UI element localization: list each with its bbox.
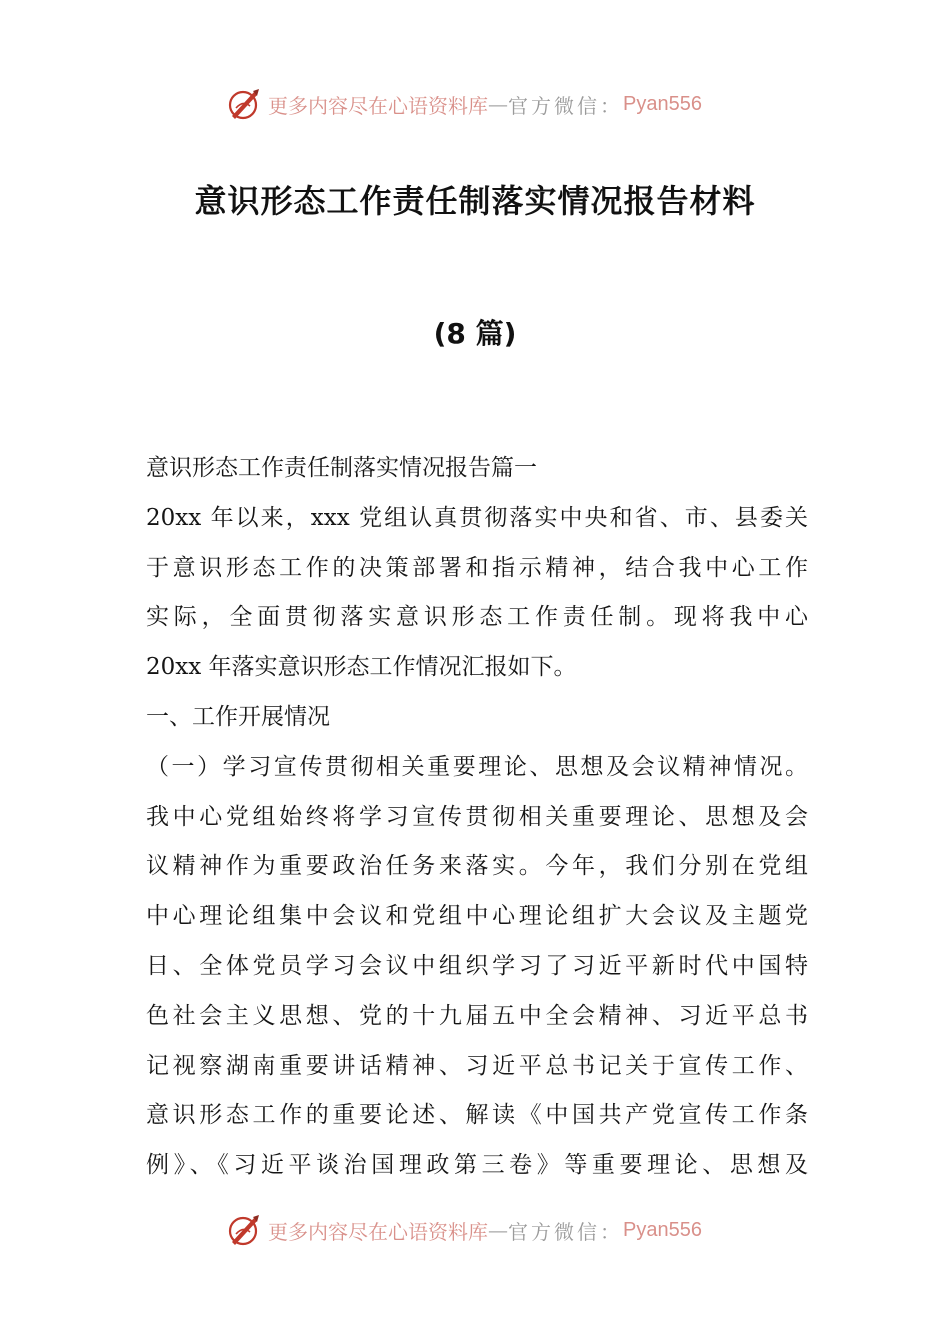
watermark-wechat-id: Pyan556 [623,92,702,115]
watermark-banner-bottom [226,1210,702,1250]
paragraph-line: （一）学习宣传贯彻相关重要理论、思想及会议精神情况。 [146,753,808,780]
document-subtitle: (8 篇) [433,317,517,350]
document-body [146,450,808,1197]
watermark-separator: — [488,1218,508,1242]
watermark-wechat-label: 官方微信： [508,1219,623,1244]
paragraph-line: 实际，全面贯彻落实意识形态工作责任制。现将我中心 [146,604,808,631]
pen-logo-icon [226,86,262,122]
paragraph-line: 记视察湖南重要讲话精神、习近平总书记关于宣传工作、 [146,1052,808,1079]
paragraph-line: 于意识形态工作的决策部署和指示精神，结合我中心工作 [146,554,808,581]
pen-logo-icon [226,1212,262,1248]
watermark-wechat-label: 官方微信： [508,93,623,118]
watermark-separator: — [488,92,508,116]
paragraph-line: 日、全体党员学习会议中组织学习了习近平新时代中国特 [146,952,808,979]
paragraph-line: 中心理论组集中会议和党组中心理论组扩大会议及主题党 [146,903,808,930]
paragraph-line: 例》、《习近平谈治国理政第三卷》等重要理论、思想及 [146,1152,808,1179]
section-heading: 意识形态工作责任制落实情况报告篇一 [146,455,537,481]
subsection-heading: 一、工作开展情况 [146,703,330,730]
watermark-brand-text: 更多内容尽在心语资料库 [268,93,488,118]
paragraph-line: 议精神作为重要政治任务来落实。今年，我们分别在党组 [146,853,808,880]
paragraph-line: 意识形态工作的重要论述、解读《中国共产党宣传工作条 [146,1102,808,1129]
watermark-wechat-id: Pyan556 [623,1218,702,1241]
document-title: 意识形态工作责任制落实情况报告材料 [194,182,756,220]
paragraph-line: 色社会主义思想、党的十九届五中全会精神、习近平总书 [146,1002,808,1029]
paragraph-line: 我中心党组始终将学习宣传贯彻相关重要理论、思想及会 [146,803,808,830]
watermark-banner-top [226,84,702,124]
paragraph-line: 20xx 年落实意识形态工作情况汇报如下。 [146,654,577,681]
watermark-brand-text: 更多内容尽在心语资料库 [268,1219,488,1244]
paragraph-line: 20xx 年以来，xxx 党组认真贯彻落实中央和省、市、县委关 [146,504,808,531]
